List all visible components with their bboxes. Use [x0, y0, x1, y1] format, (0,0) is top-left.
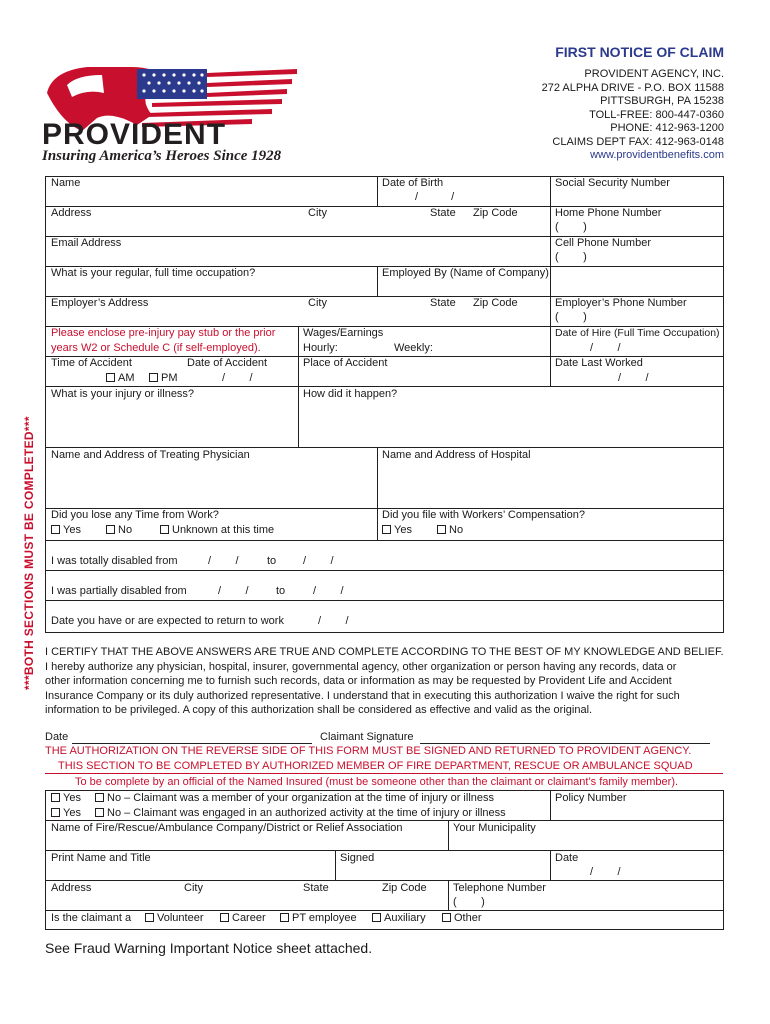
am-checkbox[interactable]	[106, 372, 135, 384]
official-notice: To be complete by an official of the Named Insured (must be someone other than the claimant or claimant’s family member).	[75, 776, 679, 788]
employer-zip-label: Zip Code	[473, 297, 518, 309]
career-option[interactable]	[220, 912, 266, 924]
activity-yes-label: Yes	[63, 807, 81, 819]
place-of-accident-label: Place of Accident	[303, 357, 388, 369]
municipality-label: Your Municipality	[453, 822, 536, 834]
member-yes-box[interactable]	[51, 793, 60, 802]
name-field[interactable]	[50, 183, 375, 205]
date-of-hire-field[interactable]: / /	[590, 342, 621, 354]
member-no-label: No – Claimant was a member of your organization at the time of injury or illness	[107, 792, 495, 804]
brand-name: PROVIDENT	[42, 118, 227, 151]
section2-notice: THIS SECTION TO BE COMPLETED BY AUTHORIZED MEMBER OF FIRE DEPARTMENT, RESCUE OR AMBULANCE SQUAD	[58, 760, 693, 772]
claimant-is-label: Is the claimant a	[51, 912, 132, 924]
volunteer-box[interactable]	[145, 913, 154, 922]
company-info	[542, 68, 724, 163]
claims-fax: CLAIMS DEPT FAX: 412-963-0148	[552, 135, 724, 148]
auxiliary-box[interactable]	[372, 913, 381, 922]
activity-yes[interactable]	[51, 807, 81, 819]
time-of-accident-label: Time of Accident	[51, 357, 132, 369]
workers-comp-yes[interactable]	[382, 524, 412, 536]
other-label: Other	[454, 912, 482, 924]
volunteer-label: Volunteer	[157, 912, 204, 924]
workers-comp-no-box[interactable]	[437, 525, 446, 534]
activity-no-box[interactable]	[95, 808, 104, 817]
occupation-label: What is your regular, full time occupation?	[51, 267, 256, 279]
signed-label: Signed	[340, 852, 375, 864]
member-yes[interactable]	[51, 792, 81, 804]
career-box[interactable]	[220, 913, 229, 922]
brand-tagline: Insuring America’s Heroes Since 1928	[42, 148, 282, 164]
pm-checkbox[interactable]	[149, 372, 178, 384]
cell-phone-label: Cell Phone Number	[555, 237, 651, 249]
employed-by-label: Employed By (Name of Company)	[382, 267, 549, 279]
totally-to-label: to	[267, 555, 277, 567]
totally-disabled-label: I was totally disabled from	[51, 555, 178, 567]
lose-time-no-label: No	[118, 524, 133, 536]
pt-employee-box[interactable]	[280, 913, 289, 922]
certify-date-label: Date	[45, 731, 69, 743]
how-label: How did it happen?	[303, 388, 398, 400]
member-no-box[interactable]	[95, 793, 104, 802]
section2-address-label: Address	[51, 882, 92, 894]
state-label: State	[430, 207, 456, 219]
partially-to-label: to	[276, 585, 286, 597]
email-label: Email Address	[51, 237, 122, 249]
enclose-note-line1: Please enclose pre-injury pay stub or the prior	[51, 327, 276, 339]
phone: PHONE: 412-963-1200	[610, 122, 724, 134]
date-of-accident-label: Date of Accident	[187, 357, 268, 369]
certify-line1: I CERTIFY THAT THE ABOVE ANSWERS ARE TRUE AND COMPLETE ACCORDING TO THE BEST OF MY KNOWLEDGE AND BELIEF.	[45, 646, 724, 658]
workers-comp-no-label: No	[449, 524, 464, 536]
telephone-field[interactable]: ( )	[453, 896, 485, 908]
lose-time-yes-box[interactable]	[51, 525, 60, 534]
dob-label: Date of Birth	[382, 177, 444, 189]
am-label: AM	[118, 372, 135, 384]
lose-time-no-box[interactable]	[106, 525, 115, 534]
physician-label: Name and Address of Treating Physician	[51, 449, 250, 461]
activity-no[interactable]	[95, 807, 506, 819]
company-name-label: Name of Fire/Rescue/Ambulance Company/District or Relief Association	[51, 822, 403, 834]
weekly-label: Weekly:	[394, 342, 433, 354]
injury-label: What is your injury or illness?	[51, 388, 195, 400]
partially-disabled-label: I was partially disabled from	[51, 585, 187, 597]
other-option[interactable]	[442, 912, 482, 924]
date-of-hire-label: Date of Hire (Full Time Occupation)	[555, 327, 720, 339]
reverse-side-notice: THE AUTHORIZATION ON THE REVERSE SIDE OF THIS FORM MUST BE SIGNED AND RETURNED TO PROVIDENT AGENCY.	[45, 745, 692, 757]
totally-to-field[interactable]: / /	[303, 555, 334, 567]
side-notice: ***BOTH SECTIONS MUST BE COMPLETED***	[22, 416, 36, 690]
home-phone-label: Home Phone Number	[555, 207, 662, 219]
section2-city-label: City	[184, 882, 203, 894]
company-address1: 272 ALPHA DRIVE - P.O. BOX 11588	[541, 81, 724, 94]
member-no[interactable]	[95, 792, 494, 804]
return-date-field[interactable]: / /	[318, 615, 349, 627]
lose-time-yes-label: Yes	[63, 524, 81, 536]
date-last-worked-label: Date Last Worked	[555, 357, 643, 369]
lose-time-unknown[interactable]	[160, 524, 274, 536]
home-phone-field[interactable]: ( )	[555, 221, 587, 233]
city-label: City	[308, 207, 327, 219]
enclose-note-line2: years W2 or Schedule C (if self-employed).	[51, 342, 261, 354]
section2-zip-label: Zip Code	[382, 882, 427, 894]
claimant-signature-line[interactable]	[420, 743, 710, 744]
fraud-warning: See Fraud Warning Important Notice sheet attached.	[45, 940, 373, 956]
policy-number-label: Policy Number	[555, 792, 627, 804]
workers-comp-yes-box[interactable]	[382, 525, 391, 534]
zip-label: Zip Code	[473, 207, 518, 219]
date-last-worked-field[interactable]: / /	[618, 372, 649, 384]
wages-label: Wages/Earnings	[303, 327, 384, 339]
certify-line5: information to be privileged. A copy of this authorization shall be considered as effective and valid as the original.	[45, 704, 593, 716]
partially-to-field[interactable]: / /	[313, 585, 344, 597]
activity-yes-box[interactable]	[51, 808, 60, 817]
return-date-label: Date you have or are expected to return to work	[51, 615, 284, 627]
employer-city-label: City	[308, 297, 327, 309]
workers-comp-label: Did you file with Workers’ Compensation?	[382, 509, 585, 521]
pm-box[interactable]	[149, 373, 158, 382]
address-label: Address	[51, 207, 92, 219]
form-title: FIRST NOTICE OF CLAIM	[555, 44, 724, 60]
certify-line3: other information concerning me to furnish such records, data or information as may be requested by Provident Life and Accident	[45, 675, 672, 687]
employer-phone-field[interactable]: ( )	[555, 311, 587, 323]
lose-time-yes[interactable]	[51, 524, 81, 536]
pt-employee-label: PT employee	[292, 912, 357, 924]
cell-phone-field[interactable]: ( )	[555, 251, 587, 263]
lose-time-no[interactable]	[106, 524, 132, 536]
certify-line2: I hereby authorize any physician, hospital, insurer, governmental agency, other organization or person having any records, data or	[45, 660, 677, 673]
lose-time-unknown-label: Unknown at this time	[172, 524, 275, 536]
ssn-label: Social Security Number	[555, 177, 670, 189]
totally-from-field[interactable]: / /	[208, 555, 239, 567]
pt-employee-option[interactable]	[280, 912, 357, 924]
section2-date-field[interactable]: / /	[590, 866, 621, 878]
auxiliary-label: Auxiliary	[384, 912, 426, 924]
dob-field[interactable]: / /	[415, 191, 455, 203]
activity-no-label: No – Claimant was engaged in an authorized activity at the time of injury or illness	[107, 807, 506, 819]
claimant-signature-label: Claimant Signature	[320, 731, 414, 743]
section2-date-label: Date	[555, 852, 579, 864]
certify-line4: Insurance Company or its duly authorized representative. I understand that in executing this authorization I waive the right for such	[45, 689, 680, 702]
website-link[interactable]: www.providentbenefits.com	[590, 149, 724, 161]
toll-free: TOLL-FREE: 800-447-0360	[589, 108, 724, 121]
print-name-label: Print Name and Title	[51, 852, 151, 864]
company-name: PROVIDENT AGENCY, INC.	[584, 68, 724, 80]
member-yes-label: Yes	[63, 792, 81, 804]
partially-from-field[interactable]: / /	[218, 585, 249, 597]
hourly-label: Hourly:	[303, 342, 338, 354]
certify-date-line[interactable]	[72, 743, 312, 744]
pm-label: PM	[161, 372, 178, 384]
section2-state-label: State	[303, 882, 329, 894]
volunteer-option[interactable]	[145, 912, 203, 924]
lose-time-label: Did you lose any Time from Work?	[51, 509, 219, 521]
workers-comp-yes-label: Yes	[394, 524, 412, 536]
accident-date-field[interactable]: / /	[222, 372, 253, 384]
lose-time-unknown-box[interactable]	[160, 525, 169, 534]
telephone-label: Telephone Number	[453, 882, 546, 894]
employer-state-label: State	[430, 297, 456, 309]
certification-text	[45, 645, 725, 718]
name-label: Name	[51, 177, 81, 189]
employer-address-label: Employer’s Address	[51, 297, 149, 309]
am-box[interactable]	[106, 373, 115, 382]
company-address2: PITTSBURGH, PA 15238	[600, 95, 724, 107]
other-box[interactable]	[442, 913, 451, 922]
career-label: Career	[232, 912, 266, 924]
auxiliary-option[interactable]	[372, 912, 426, 924]
workers-comp-no[interactable]	[437, 524, 463, 536]
hospital-label: Name and Address of Hospital	[382, 449, 531, 461]
employer-phone-label: Employer’s Phone Number	[555, 297, 687, 309]
